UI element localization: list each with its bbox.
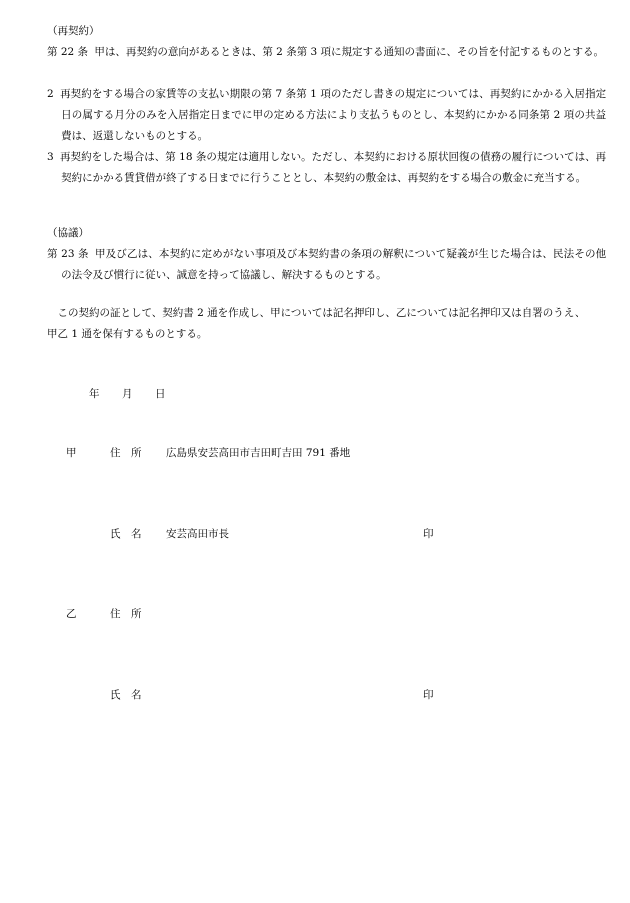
article22-clause3-text: 再契約をした場合は、第 18 条の規定は適用しない。ただし、本契約における原状回復の債務の履行については、再契約にかかる賃貸借が終了する日までに行うこととし、本契約の敷金は、再契約をする場合の敷金に充当する。 (59, 151, 607, 184)
party-b-address-label: 住 所 (110, 608, 142, 620)
article22-clause1-number: 第 22 条 (47, 46, 89, 58)
article22-clause2-number: 2 (47, 88, 54, 100)
article22-clause2 (47, 84, 606, 147)
article22-clause3-number: 3 (47, 151, 54, 163)
article22-clause1-text: 甲は、再契約の意向があるときは、第 2 条第 3 項に規定する通知の書面に、その旨を付記するものとする。 (94, 46, 605, 58)
article22-clause1 (47, 42, 606, 63)
party-a-name-label: 氏 名 (110, 528, 142, 540)
article23-heading: （協議） (47, 227, 89, 239)
date-month-label: 月 (122, 388, 133, 400)
party-a-seal-mark: 印 (423, 528, 434, 540)
date-year-label: 年 (89, 388, 100, 400)
article22-clause2-text: 再契約をする場合の家賃等の支払い期限の第 7 条第 1 項のただし書きの規定については、再契約にかかる入居指定日の属する月分のみを入居指定日までに甲の定める方法により支払うものとし、本契約にかかる同条第 2 項の共益費は、返還しないものとする。 (59, 88, 607, 142)
article23-clause (47, 244, 606, 286)
party-b-name-label: 氏 名 (110, 689, 142, 701)
article22-heading: （再契約） (47, 25, 100, 37)
party-b-seal-mark: 印 (423, 689, 434, 701)
party-a-address: 広島県安芸高田市吉田町吉田 791 番地 (166, 447, 351, 459)
party-a-name: 安芸高田市長 (166, 528, 229, 540)
party-a-address-label: 住 所 (110, 447, 142, 459)
party-b-label: 乙 (66, 608, 77, 620)
article22-clause3 (47, 147, 606, 189)
closing-statement: この契約の証として、契約書 2 通を作成し、甲については記名押印し、乙については記名押印又は自署のうえ、甲乙 1 通を保有するものとする。 (47, 307, 586, 340)
article23-clause-number: 第 23 条 (47, 248, 89, 260)
date-day-label: 日 (155, 388, 166, 400)
article23-clause-text: 甲及び乙は、本契約に定めがない事項及び本契約書の条項の解釈について疑義が生じた場合は、民法その他の法令及び慣行に従い、誠意を持って協議し、解決するものとする。 (61, 248, 607, 281)
party-a-label: 甲 (66, 447, 77, 459)
